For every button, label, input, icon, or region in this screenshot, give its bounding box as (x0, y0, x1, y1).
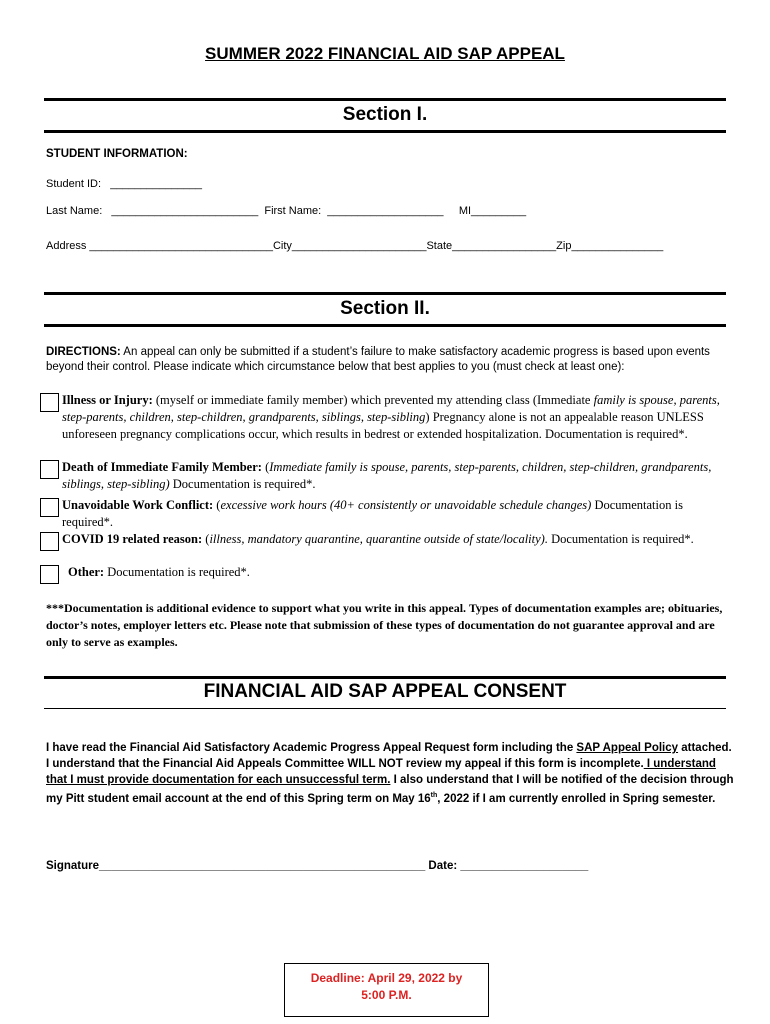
option-italic-text: Immediate family is spouse, parents, step-parents, children, step-children, grandparents, siblings, step-sibling) (62, 460, 712, 491)
option-name: Death of Immediate Family Member: (62, 460, 262, 474)
sap-appeal-policy-link[interactable]: SAP Appeal Policy (576, 742, 679, 754)
option-text: ( (261, 460, 270, 474)
option-text: (myself or immediate family member) which prevented my attending class (Immediate (152, 393, 594, 407)
section2-bottom-rule (44, 324, 726, 327)
deadline-line2: 5:00 P.M. (361, 988, 412, 1002)
documentation-note: ***Documentation is additional evidence to support what you write in this appeal. Types of documentation examples are; obituaries, doctor’s notes, employer letters etc. Please note that submission of these types of documentation do not guarantee approval and are only to serve as examples. (46, 601, 723, 649)
student-id-field[interactable]: Student ID: _______________ (46, 178, 202, 190)
option-text-tail: Documentation is required*. (169, 477, 316, 491)
option-other (40, 564, 730, 581)
name-fields[interactable]: Last Name: ________________________ First Name: ___________________ MI_________ (46, 205, 527, 217)
consent-paragraph (46, 740, 736, 807)
section1-heading: Section I. (342, 104, 428, 125)
option-work-conflict (40, 497, 730, 531)
directions-label: DIRECTIONS: (46, 346, 121, 358)
option-name: Other: (68, 565, 105, 579)
directions-text: An appeal can only be submitted if a student’s failure to make satisfactory academic progress is based upon events beyond their control. Please indicate which circumstance below that best applies to you (must check at least one): (46, 346, 710, 373)
option-italic-text: family is spouse, parents, step-parents, children, step-children, grandparents, siblings, step-sibling (62, 393, 720, 424)
option-death-family (40, 459, 730, 493)
consent-underlined-text: I understand that I must provide documentation for each unsuccessful term. (46, 758, 716, 786)
section1-top-rule (44, 98, 726, 101)
consent-text: , 2022 if I am currently enrolled in Spring semester. (437, 792, 716, 805)
option-name: Illness or Injury: (62, 393, 153, 407)
other-checkbox[interactable] (40, 565, 59, 584)
work-conflict-checkbox[interactable] (40, 498, 59, 517)
option-text: ( (202, 532, 210, 546)
consent-bottom-rule (44, 708, 726, 709)
option-text: ( (213, 498, 221, 512)
signature-date-line[interactable]: Signature___________________________________________________ Date: ____________________ (46, 860, 589, 872)
option-covid (40, 531, 730, 548)
option-text-tail: Documentation is required*. (547, 532, 694, 546)
option-illness-injury (40, 392, 730, 443)
option-italic-text: excessive work hours (40+ consistently or unavoidable schedule changes) (220, 498, 592, 512)
consent-text: attached. I understand that the Financial Aid Appeals Committee WILL NOT review my appeal if this form is incomplete. (46, 742, 732, 770)
option-name: COVID 19 related reason: (62, 532, 203, 546)
option-name: Unavoidable Work Conflict: (62, 498, 214, 512)
deadline-box (284, 963, 489, 1017)
covid-checkbox[interactable] (40, 532, 59, 551)
address-fields[interactable]: Address ______________________________City______________________State_________________Zip_______________ (46, 240, 664, 252)
section1-bottom-rule (44, 130, 726, 133)
section2-top-rule (44, 292, 726, 295)
consent-superscript: th (430, 792, 438, 799)
consent-heading: FINANCIAL AID SAP APPEAL CONSENT (203, 681, 567, 702)
section2-heading: Section II. (340, 298, 430, 319)
consent-top-rule (44, 676, 726, 679)
consent-text: I have read the Financial Aid Satisfactory Academic Progress Appeal Request form including the (46, 742, 577, 754)
directions-paragraph (46, 345, 730, 375)
form-title: SUMMER 2022 FINANCIAL AID SAP APPEAL (205, 44, 565, 63)
option-italic-text: illness, mandatory quarantine, quarantine outside of state/locality). (209, 532, 548, 546)
option-text-tail: Documentation is required*. (62, 498, 683, 529)
consent-text: I also understand that I will be notified of the decision through my Pitt student email account at the end of this Spring term on May 16 (46, 774, 734, 805)
illness-injury-checkbox[interactable] (40, 393, 59, 412)
student-info-label: STUDENT INFORMATION: (46, 148, 188, 160)
option-text: Documentation is required*. (104, 565, 250, 579)
option-text-tail: ) Pregnancy alone is not an appealable reason UNLESS unforeseen pregnancy complications occur, which results in bedrest or extended hospitalization. Documentation is required*. (62, 410, 704, 441)
deadline-line1: Deadline: April 29, 2022 by (310, 971, 463, 985)
death-family-checkbox[interactable] (40, 460, 59, 479)
